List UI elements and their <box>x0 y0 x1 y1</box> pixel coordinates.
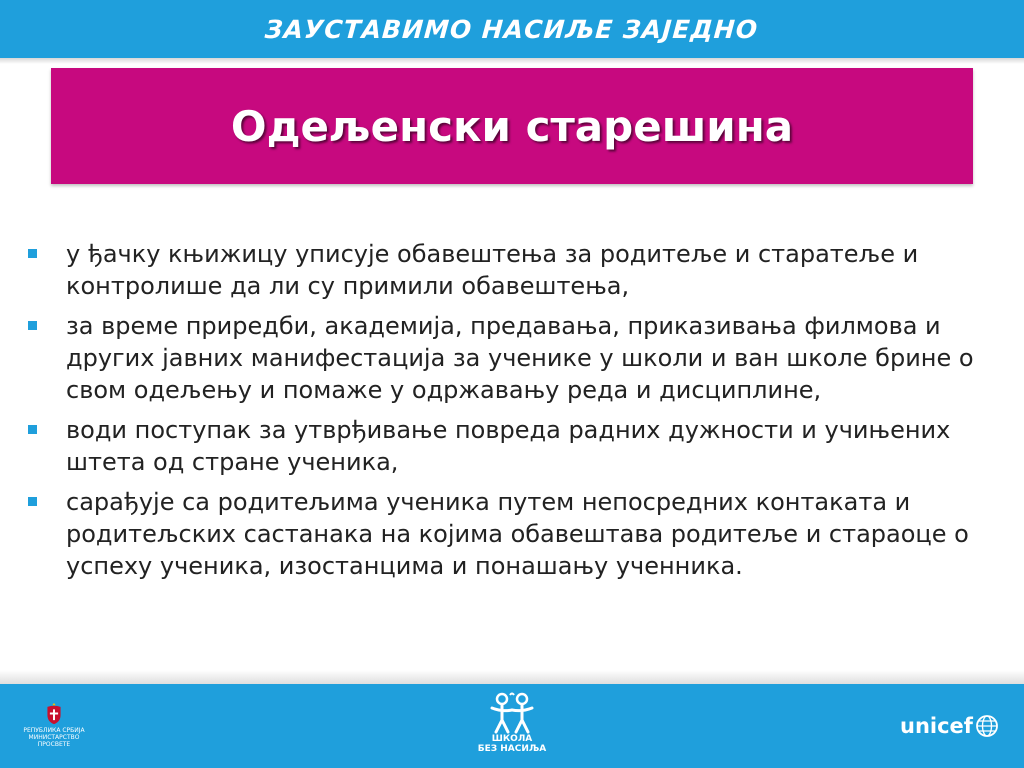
school-without-violence-icon <box>480 692 544 734</box>
coat-of-arms-icon <box>43 702 65 725</box>
unicef-wordmark: unicef <box>900 714 973 738</box>
bullet-list <box>28 238 988 590</box>
bottom-divider <box>0 670 1024 684</box>
slide-title-box <box>51 68 973 184</box>
list-item <box>28 310 988 406</box>
ministry-caption: РЕПУБЛИКА СРБИЈА МИНИСТАРСТВО ПРОСВЕТЕ <box>23 727 85 748</box>
bullet-square-icon <box>28 425 37 434</box>
school-caption-line2: БЕЗ НАСИЉА <box>477 744 547 754</box>
top-divider <box>0 58 1024 64</box>
unicef-globe-icon <box>975 714 999 738</box>
list-item-text: води поступак за утврђивање повреда радних дужности и учињених штета од стране ученика, <box>66 416 951 476</box>
top-banner <box>0 0 1024 58</box>
list-item-text: за време приредби, академија, предавања, приказивања филмова и других јавних манифестација за ученике у школи и ван школе брине о свом одељењу и помаже у одржавању реда и дисциплине, <box>66 312 974 404</box>
list-item <box>28 238 988 302</box>
school-caption-line1: ШКОЛА <box>491 734 533 744</box>
slide-title: Одељенски старешина <box>230 101 794 151</box>
list-item <box>28 486 988 582</box>
ministry-logo <box>14 702 94 748</box>
bullet-square-icon <box>28 497 37 506</box>
footer-bar <box>0 684 1024 768</box>
list-item <box>28 414 988 478</box>
unicef-logo <box>900 706 1010 746</box>
bullet-square-icon <box>28 321 37 330</box>
list-item-text: сарађује са родитељима ученика путем непосредних контаката и родитељских састанака на којима обавештава родитеље и стараоце о успеху ученика, изостанцима и понашању ученника. <box>66 488 969 580</box>
list-item-text: у ђачку књижицу уписује обавештења за родитеље и старатеље и контролише да ли су примили обавештења, <box>66 240 919 300</box>
bullet-square-icon <box>28 249 37 258</box>
campaign-title: ЗАУСТАВИМО НАСИЉЕ ЗАЈЕДНО <box>264 14 760 44</box>
school-logo <box>470 692 554 764</box>
